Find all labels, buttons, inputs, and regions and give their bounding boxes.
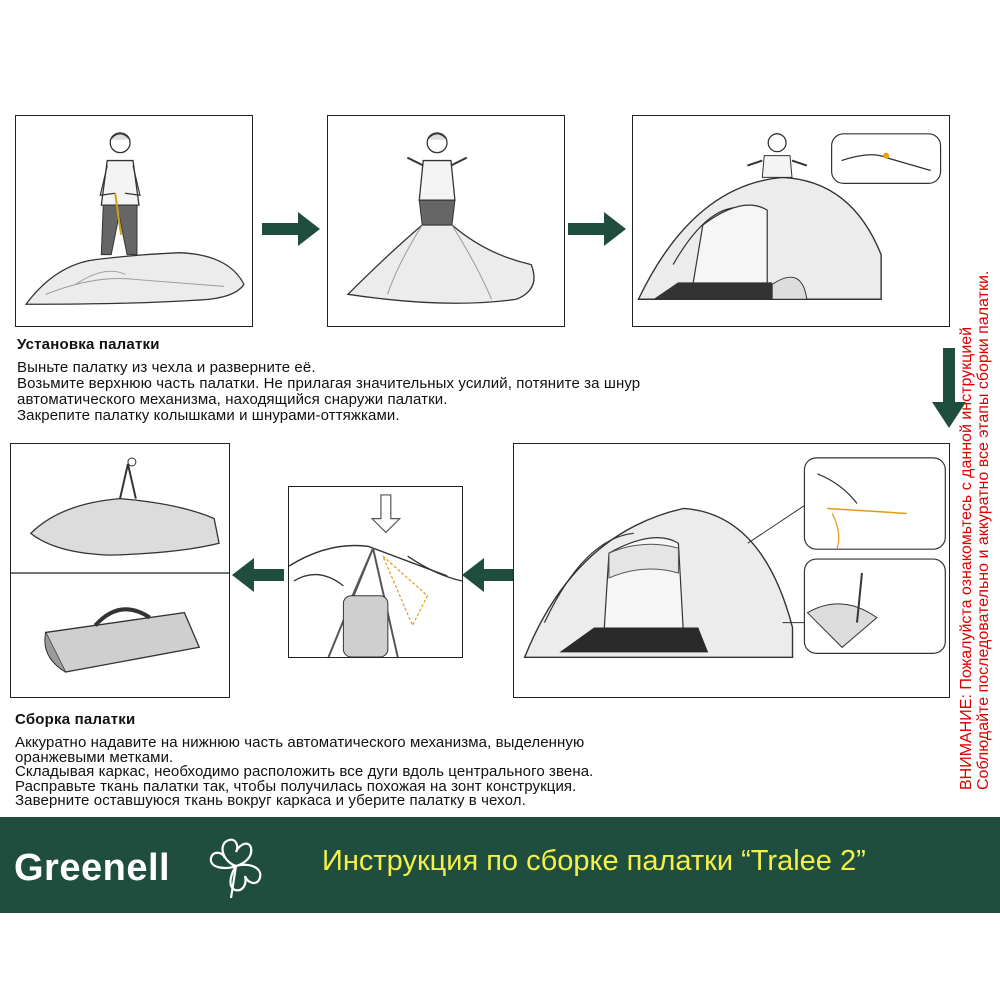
setup-line-1: Выньте палатку из чехла и разверните её.	[17, 359, 316, 376]
step3-raised-tent-illustration	[632, 115, 950, 327]
packing-instructions	[15, 736, 593, 809]
fold-mechanism-illustration	[288, 486, 463, 658]
packing-line-3: Складывая каркас, необходимо расположить все дуги вдоль центрального звена.	[15, 763, 594, 780]
setup-instructions	[17, 360, 640, 424]
packing-bag-illustration	[10, 443, 230, 698]
pegged-tent-illustration	[513, 443, 950, 698]
footer-banner	[0, 817, 1000, 913]
packing-heading: Сборка палатки	[15, 711, 136, 728]
warning-note	[958, 70, 992, 790]
packing-line-1: Аккуратно надавите на нижнюю часть автоматического механизма, выделенную	[15, 734, 585, 751]
setup-line-2: Возьмите верхнюю часть палатки. Не прилагая значительных усилий, потяните за шнур	[17, 375, 641, 392]
setup-line-4: Закрепите палатку колышками и шнурами-оттяжками.	[17, 407, 400, 424]
arrow-left-icon	[462, 558, 514, 597]
setup-line-3: автоматического механизма, находящийся снаружи палатки.	[17, 391, 448, 408]
packing-line-2: оранжевыми метками.	[15, 748, 174, 766]
clover-logo-icon	[203, 832, 269, 900]
setup-heading: Установка палатки	[17, 336, 160, 353]
step2-lift-illustration	[327, 115, 565, 327]
arrow-right-icon	[568, 212, 626, 251]
brand-logo-text: Greenell	[14, 847, 171, 889]
arrow-left-icon	[232, 558, 284, 597]
packing-line-4: Расправьте ткань палатки так, чтобы получилась похожая на зонт конструкция.	[15, 777, 577, 795]
step1-unpack-illustration	[15, 115, 253, 327]
warning-line-1: ВНИМАНИЕ: Пожалуйста ознакомьтесь с данной инструкцией	[958, 326, 975, 790]
arrow-right-icon	[262, 212, 320, 251]
packing-line-5: Заверните оставшуюся ткань вокруг каркаса и уберите палатку в чехол.	[15, 792, 526, 809]
warning-line-2: Соблюдайте последовательно и аккуратно все этапы сборки палатки.	[975, 270, 992, 790]
instruction-title: Инструкция по сборке палатки “Tralee 2”	[322, 845, 866, 877]
